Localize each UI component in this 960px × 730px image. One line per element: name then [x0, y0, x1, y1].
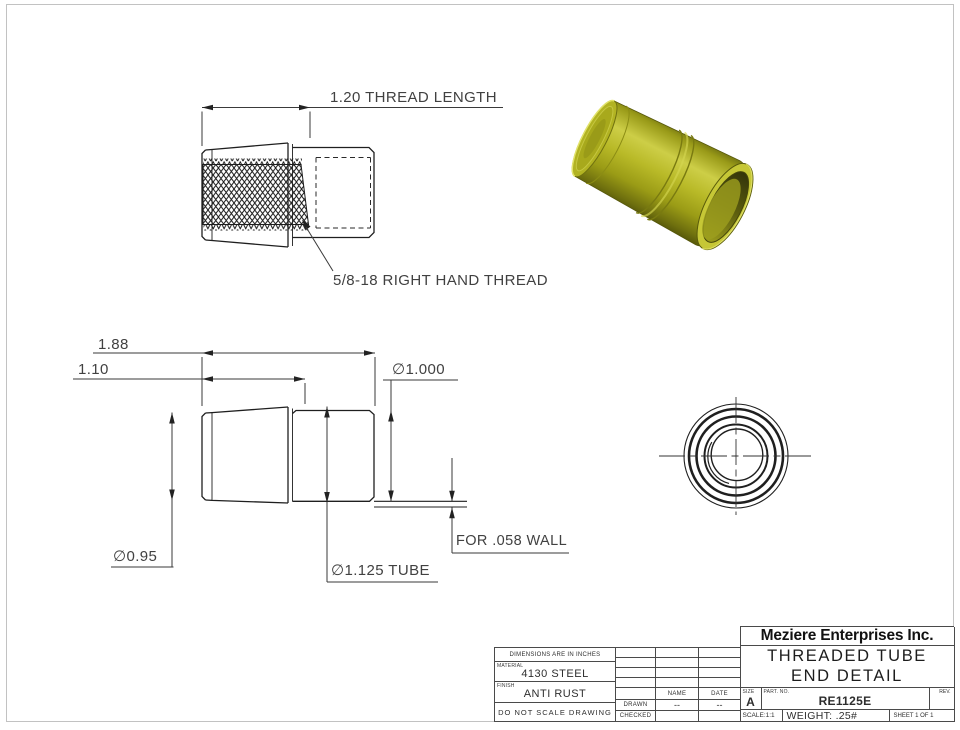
titleblock-left	[494, 647, 615, 722]
no-scale-cell	[495, 703, 616, 722]
drawing-title-line2: END DETAIL	[791, 666, 903, 685]
dim-small-dia	[111, 413, 175, 568]
titleblock-right	[740, 626, 954, 722]
date-header-cell	[699, 688, 741, 700]
size-cell	[741, 688, 762, 709]
drawn-date-cell	[699, 700, 741, 711]
label-taper-length: 1.10	[78, 361, 109, 378]
label-wall-note: FOR .058 WALL	[456, 533, 568, 549]
end-view	[659, 397, 813, 515]
finish-value: ANTI RUST	[523, 688, 587, 700]
dimension-side-view	[202, 407, 467, 507]
size-value: A	[746, 694, 755, 709]
drawn-date: --	[716, 700, 723, 710]
centerlines	[659, 397, 813, 515]
company-name: Meziere Enterprises Inc.	[760, 627, 934, 644]
drawn-name-cell	[656, 700, 699, 711]
part-no-value: RE1125E	[818, 693, 872, 708]
wall-extension-lines	[374, 501, 467, 507]
finish-label: FINISH	[497, 683, 515, 689]
weight-cell	[783, 710, 890, 721]
label-bore-dia: ∅1.000	[392, 361, 446, 378]
hidden-bore-lines	[316, 158, 371, 229]
dimensions-note: DIMENSIONS ARE IN INCHES	[509, 651, 601, 658]
dim-bore-dia	[383, 380, 458, 502]
dimensions-note-cell	[495, 648, 616, 662]
drawing-title-line1: THREADED TUBE	[767, 647, 927, 666]
rev-label: REV.	[939, 689, 951, 695]
label-overall-length: 1.88	[98, 336, 129, 353]
material-label: MATERIAL	[497, 663, 524, 669]
material-cell	[495, 662, 616, 682]
checked-label: CHECKED	[619, 713, 652, 719]
iso-render-3d	[562, 91, 764, 258]
drawn-label-cell	[616, 700, 656, 711]
dim-tube-dia	[324, 407, 438, 583]
label-small-dia: ∅0.95	[113, 548, 158, 565]
finish-cell	[495, 682, 616, 703]
leader-thread-spec	[302, 220, 333, 272]
no-scale-note: DO NOT SCALE DRAWING	[498, 707, 612, 717]
size-label: SIZE	[742, 689, 755, 695]
titleblock-middle	[615, 647, 740, 722]
dim-thread-length	[202, 105, 503, 146]
drawn-label: DRAWN	[623, 702, 648, 708]
material-value: 4130 STEEL	[521, 667, 589, 680]
drawing-title-cell	[741, 646, 955, 688]
threaded-side-view	[202, 143, 374, 247]
dim-overall-length	[93, 350, 375, 406]
dim-taper-length	[73, 376, 305, 404]
name-header: NAME	[667, 690, 687, 697]
name-header-cell	[656, 688, 699, 700]
sheet-cell	[890, 710, 953, 721]
label-thread-spec: 5/8-18 RIGHT HAND THREAD	[333, 272, 548, 289]
drawing-title	[767, 647, 927, 686]
sheet-value: SHEET 1 OF 1	[893, 712, 934, 719]
weight-value: WEIGHT: .25#	[786, 710, 858, 721]
rev-cell	[930, 688, 953, 709]
label-thread-length: 1.20 THREAD LENGTH	[330, 89, 497, 106]
thread-crest-top	[203, 159, 302, 165]
label-tube-dia: ∅1.125 TUBE	[331, 562, 430, 579]
scale-cell	[741, 710, 783, 721]
company-name-cell	[741, 627, 955, 646]
drawn-name: --	[674, 700, 680, 710]
checked-label-cell	[616, 711, 656, 722]
scale-value: SCALE:1:1	[742, 712, 775, 719]
part-no-label: PART. NO.	[763, 689, 790, 695]
date-header: DATE	[711, 690, 728, 697]
part-no-cell	[762, 688, 930, 709]
